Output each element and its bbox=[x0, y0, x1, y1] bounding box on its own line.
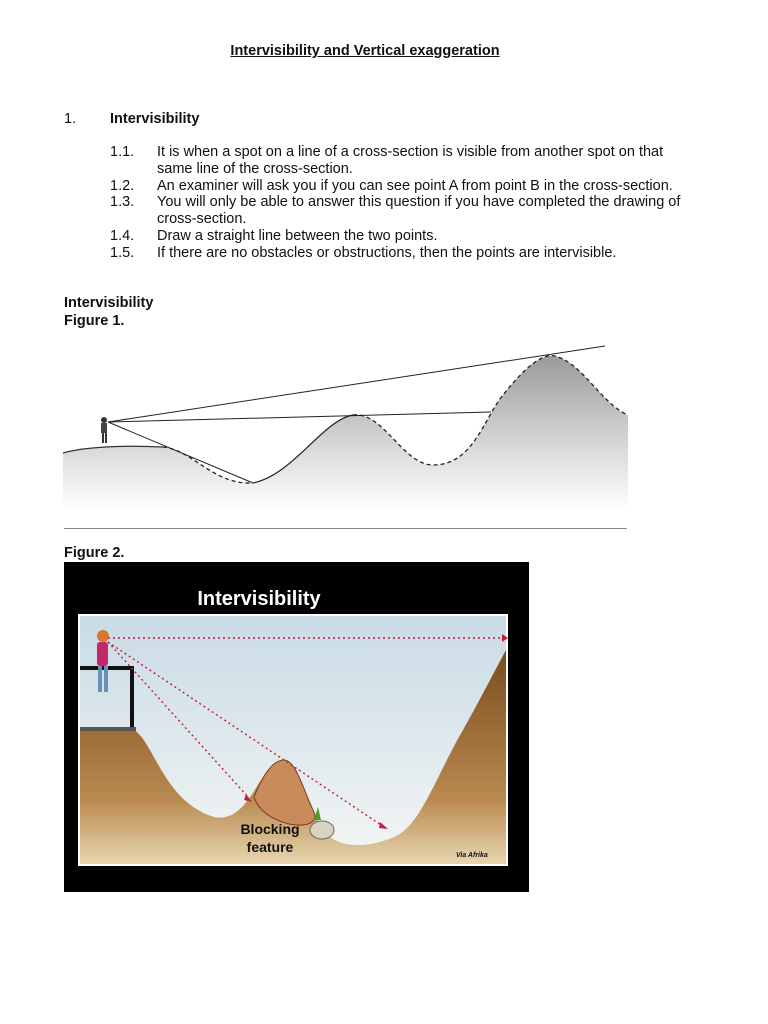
document-title: Intervisibility and Vertical exaggeration bbox=[230, 43, 500, 59]
list-item-text: If there are no obstacles or obstructions, then the points are intervisible. bbox=[157, 244, 617, 261]
list-item-number: 1.5. bbox=[110, 244, 135, 261]
list-item-number: 1.4. bbox=[110, 227, 135, 244]
list-item-text: It is when a spot on a line of a cross-section is visible from another spot on that same line of the cross-section. bbox=[157, 144, 664, 177]
section-number: 1. bbox=[64, 111, 77, 127]
list-item-number: 1.2. bbox=[110, 177, 135, 194]
blocking-feature-label: Blocking feature bbox=[240, 821, 300, 855]
observer-figure bbox=[101, 417, 107, 443]
section-divider bbox=[64, 528, 627, 529]
list-item-text: Draw a straight line between the two points. bbox=[157, 227, 438, 244]
list-item-text: An examiner will ask you if you can see point A from point B in the cross-section. bbox=[157, 177, 673, 194]
figure1-caption-title: Intervisibility bbox=[64, 295, 154, 311]
section-heading: Intervisibility bbox=[110, 111, 200, 127]
boulder bbox=[310, 821, 334, 839]
figure1-caption: Figure 1. bbox=[64, 313, 125, 329]
figure2-caption: Figure 2. bbox=[64, 545, 125, 561]
list-item bbox=[110, 245, 690, 262]
numbered-list bbox=[110, 144, 690, 262]
list-item-number: 1.3. bbox=[110, 194, 135, 211]
list-item bbox=[110, 178, 690, 195]
list-item-text: You will only be able to answer this question if you have completed the drawing of cross-section. bbox=[157, 194, 681, 228]
figure1-cross-section bbox=[63, 335, 628, 510]
image-credit: Via Afrika bbox=[456, 852, 488, 859]
list-item bbox=[110, 144, 690, 178]
list-item-number: 1.1. bbox=[110, 144, 135, 160]
figure2-image bbox=[64, 562, 529, 892]
figure2-title: Intervisibility bbox=[197, 588, 321, 610]
list-item bbox=[110, 194, 690, 228]
list-item bbox=[110, 228, 690, 245]
terrain-fill bbox=[63, 356, 628, 510]
